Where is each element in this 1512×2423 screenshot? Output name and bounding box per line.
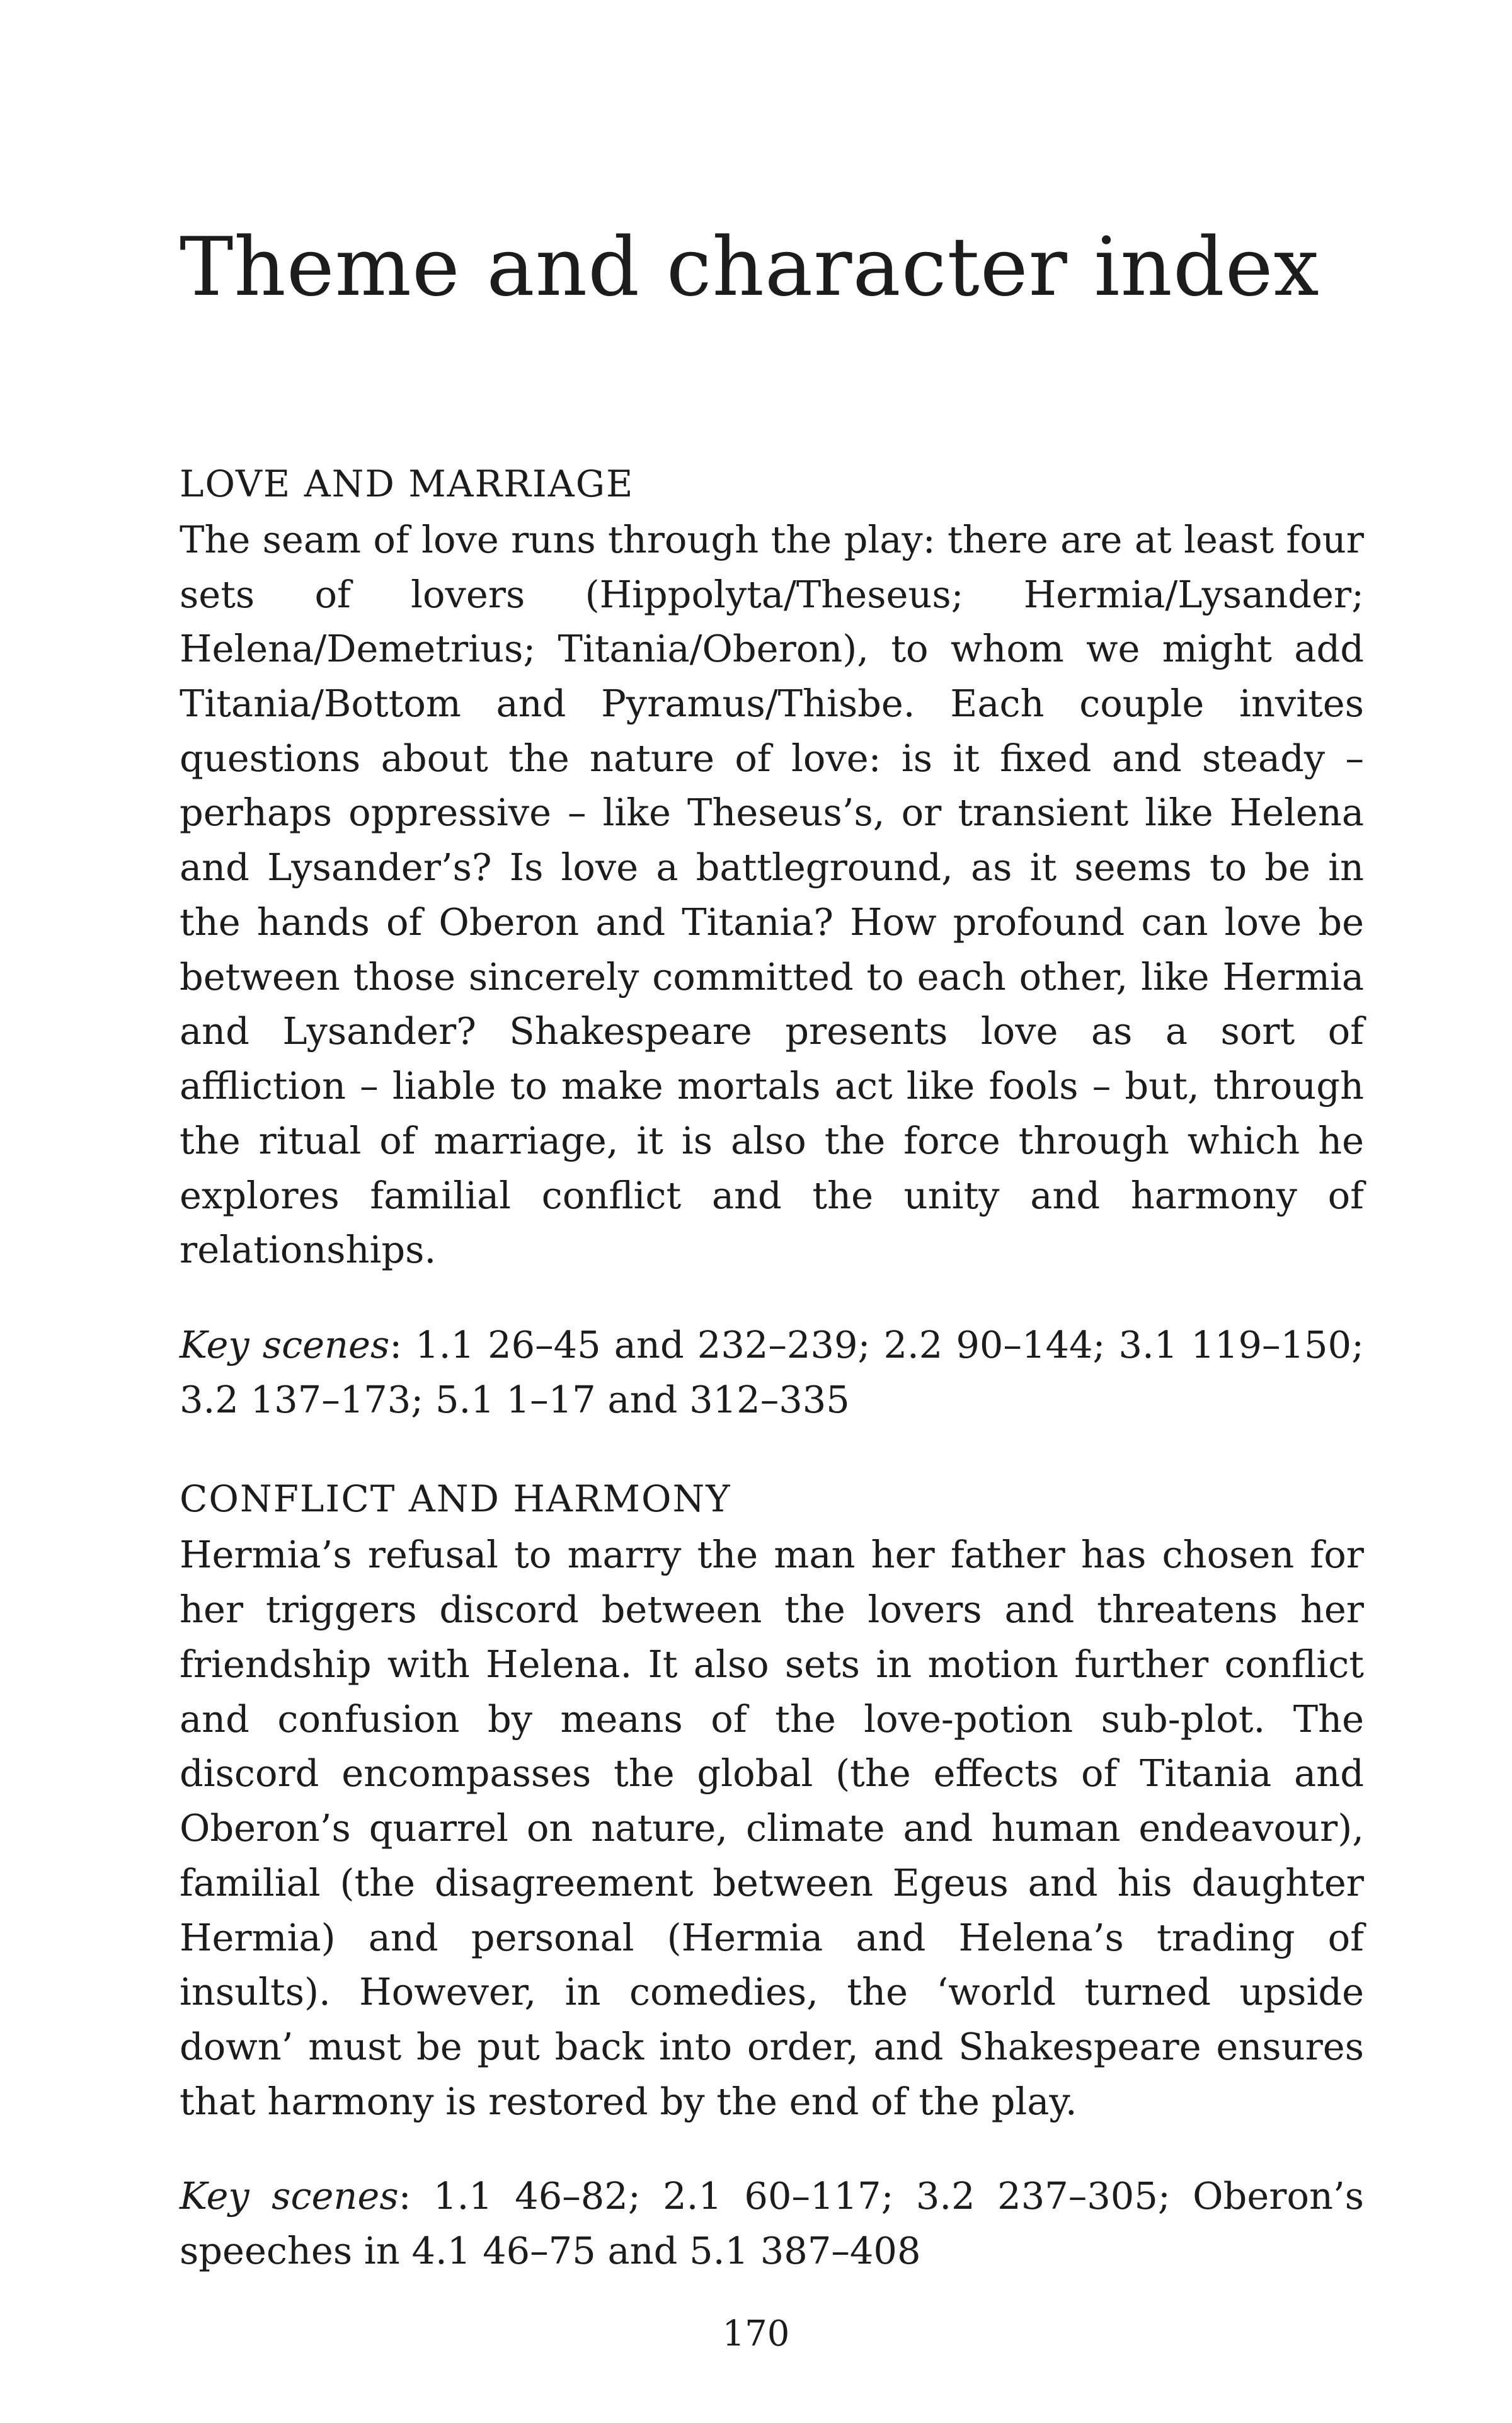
section-body-conflict-and-harmony: Hermia’s refusal to marry the man her father has chosen for her triggers discord between the lovers and threatens her friendship with Helena. It also sets in motion further conflict and confusion by means of the love-potion sub-plot. The discord encompasses the global (the effects of Titania and Oberon’s quarrel on nature, climate and human endeavour), familial (the disagreement between Egeus and his daughter Hermia) and personal (Hermia and Helena’s trading of insults). However, in comedies, the ‘world turned upside down’ must be put back into order, and Shakespeare ensures that harmony is restored by the end of the play. [180,1533,1364,2123]
section-heading-love-and-marriage: LOVE AND MARRIAGE [180,462,634,505]
key-scenes-label: Key scenes [180,2174,399,2218]
key-scenes-conflict-and-harmony [180,2169,1364,2278]
page-title: Theme and character index [180,221,1320,314]
section-love-and-marriage [180,457,1364,1428]
key-scenes-love-and-marriage [180,1318,1364,1427]
page-number: 170 [722,2313,790,2354]
key-scenes-references: : 1.1 46–82; 2.1 60–117; 3.2 237–305; Oberon’s speeches in 4.1 46–75 and 5.1 387–408 [180,2174,1364,2273]
section-conflict-and-harmony [180,1472,1364,2278]
section-body-love-and-marriage: The seam of love runs through the play: there are at least four sets of lovers (Hippolyta/Theseus; Hermia/Lysander; Helena/Demetrius; Titania/Oberon), to whom we might add Titania/Bottom and Pyramus/Thisbe. Each couple invites questions about the nature of love: is it fixed and steady – perhaps oppressive – like Theseus’s, or transient like Helena and Lysander’s? Is love a battleground, as it seems to be in the hands of Oberon and Titania? How profound can love be between those sincerely committed to each other, like Hermia and Lysander? Shakespeare presents love as a sort of affliction – liable to make mortals act like fools – but, through the ritual of marriage, it is also the force through which he explores familial conflict and the unity and harmony of relationships. [180,517,1364,1272]
key-scenes-label: Key scenes [180,1322,390,1366]
key-scenes-references: : 1.1 26–45 and 232–239; 2.2 90–144; 3.1 119–150; 3.2 137–173; 5.1 1–17 and 312–335 [180,1322,1364,1421]
section-heading-conflict-and-harmony: CONFLICT AND HARMONY [180,1477,731,1521]
